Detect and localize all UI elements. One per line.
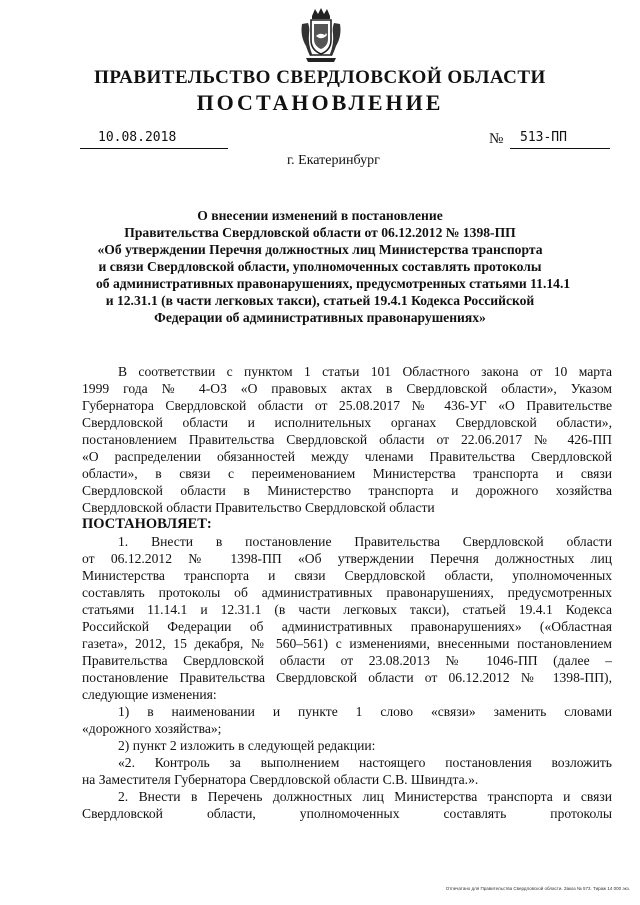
heading-line: и связи Свердловской области, уполномоченных составлять протоколы [98,259,542,274]
subitem-1-line: 1) в наименовании и пункте 1 слово «связи» заменить словами [118,704,612,719]
item-2-line: Свердловской области, уполномоченных составлять протоколы [82,806,612,821]
preamble-line: Свердловской области Правительство Свердловской области [82,500,435,515]
document-heading [96,207,571,326]
preamble-line: «О распределении обязанностей между членами Правительства Свердловской [82,449,612,464]
item-1-line: газета», 2012, 15 декабря, № 560–561) с изменениями, внесенными постановлением [82,636,612,651]
coat-of-arms-icon [298,6,344,64]
preamble-line: постановлением Правительства Свердловской области от 22.06.2017 № 426-ПП [82,432,612,447]
document-type: ПОСТАНОВЛЕНИЕ [196,90,444,115]
document-date: 10.08.2018 [80,130,228,149]
quote-line: на Заместителя Губернатора Свердловской области С.В. Швиндта.». [82,772,479,787]
item-1-line: Правительства Свердловской области от 23.08.2013 № 1046-ПП (далее – [82,653,612,668]
item-1-line: Министерства транспорта и связи Свердловской области, уполномоченных [82,568,612,583]
subitem-1-line: «дорожного хозяйства»; [82,721,222,736]
heading-line: О внесении изменений в постановление [197,208,443,223]
document-body [82,363,612,822]
item-1 [82,533,612,703]
item-2-line: 2. Внести в Перечень должностных лиц Министерства транспорта и связи [118,789,612,804]
resolve-word: ПОСТАНОВЛЯЕТ: [82,516,212,532]
preamble-line: Свердловской области и исполнительных органах Свердловской области», [82,415,612,430]
heading-line: Правительства Свердловской области от 06.12.2012 № 1398-ПП [124,225,516,240]
preamble [82,363,612,516]
quote [82,754,612,788]
item-1-line: от 06.12.2012 № 1398-ПП «Об утверждении Перечня должностных лиц [82,551,612,566]
number-label: № [489,131,504,147]
item-1-line: статьями 11.14.1 и 12.31.1 (в части легковых такси), статьей 19.4.1 Кодекса [82,602,612,617]
item-1-line: постановление Правительства Свердловской области от 06.12.2012 № 1398-ПП), [82,670,612,685]
preamble-line: В соответствии с пунктом 1 статьи 101 Областного закона от 10 марта [118,364,612,379]
item-1-line: Российской Федерации об административных правонарушениях» («Областная [82,619,612,634]
item-1-line: следующие изменения: [82,687,217,702]
subitem-2: 2) пункт 2 изложить в следующей редакции: [118,738,376,753]
item-2 [82,788,612,822]
document-number: 513-ПП [510,130,610,149]
heading-line: об административных правонарушениях, предусмотренных статьями 11.14.1 [96,276,571,291]
preamble-line: области», в связи с переименованием Министерства транспорта и связи [82,466,612,481]
heading-line: Федерации об административных правонарушениях» [154,310,486,325]
item-1-line: составлять протоколы об административных правонарушениях, предусмотренных [82,585,612,600]
city: г. Екатеринбург [287,153,380,168]
subitem-1 [82,703,612,737]
government-title: ПРАВИТЕЛЬСТВО СВЕРДЛОВСКОЙ ОБЛАСТИ [94,67,546,88]
preamble-line: 1999 года № 4-ОЗ «О правовых актах в Свердловской области», Указом [82,381,612,396]
quote-line: «2. Контроль за выполнением настоящего постановления возложить [118,755,612,770]
item-1-line: 1. Внести в постановление Правительства Свердловской области [118,534,612,549]
heading-line: и 12.31.1 (в части легковых такси), статьей 19.4.1 Кодекса Российской [105,293,535,308]
preamble-line: Свердловской области в Министерство транспорта и дорожного хозяйства [82,483,612,498]
print-footer: Отпечатано для Правительства Свердловской области. Заказ № 573. Тираж 14 000 экз. [445,886,630,891]
heading-line: «Об утверждении Перечня должностных лиц Министерства транспорта [97,242,543,257]
preamble-line: Губернатора Свердловской области от 25.08.2017 № 436-УГ «О Правительстве [82,398,612,413]
